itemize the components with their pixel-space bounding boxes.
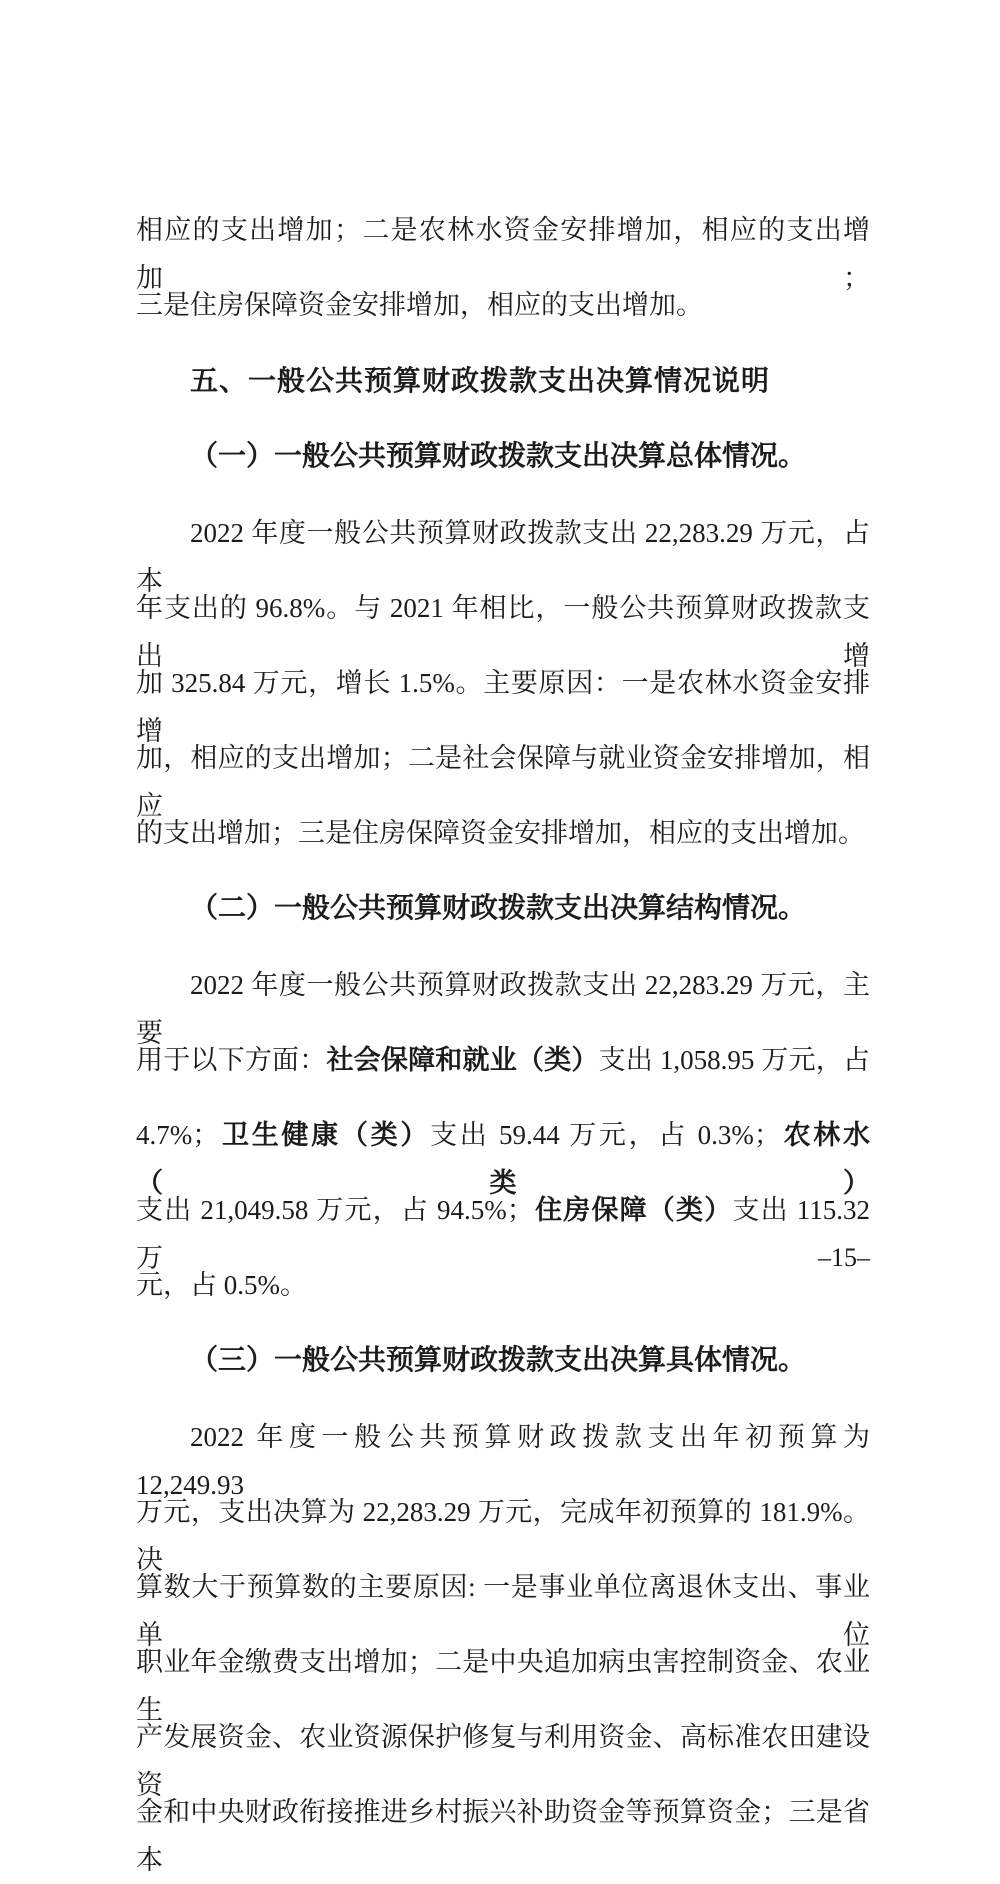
heading-text: （三）一般公共预算财政拨款支出决算具体情况。 [190, 1345, 807, 1376]
paragraph-line [136, 659, 870, 746]
subsection-heading [136, 433, 870, 481]
heading-text: 五、一般公共预算财政拨款支出决算情况说明 [190, 365, 771, 396]
text-run: 年支出的 96.8%。与 2021 年相比，一般公共预算财政拨款支出增 [136, 593, 870, 671]
paragraph-line [136, 584, 870, 671]
text-run: 算数大于预算数的主要原因: 一是事业单位离退休支出、事业单位 [136, 1572, 870, 1650]
text-run: 支出 1,058.95 万元，占 [598, 1045, 871, 1075]
paragraph-line [136, 1563, 870, 1650]
text-run: 加 325.84 万元，增长 1.5%。主要原因：一是农林水资金安排增 [136, 668, 870, 746]
text-run: 职业年金缴费支出增加；二是中央追加病虫害控制资金、农业生 [136, 1647, 870, 1725]
document-body [136, 179, 871, 1875]
text-run: 金和中央财政衔接推进乡村振兴补助资金等预算资金；三是省本 [136, 1797, 870, 1875]
text-run: 2022 年度一般公共预算财政拨款支出年初预算为 12,249.93 [136, 1422, 870, 1500]
paragraph-line [136, 1713, 870, 1800]
text-run: 元，占 0.5%。 [136, 1270, 307, 1300]
paragraph-line [136, 1488, 870, 1575]
text-run: 支出 115.32 万 [136, 1195, 871, 1273]
paragraph-line [136, 206, 870, 293]
heading-text: （一）一般公共预算财政拨款支出决算总体情况。 [190, 441, 807, 472]
paragraph-line [136, 1111, 871, 1198]
text-run: 的支出增加；三是住房保障资金安排增加，相应的支出增加。 [136, 818, 865, 848]
paragraph-line [136, 1186, 871, 1273]
heading-text: （二）一般公共预算财政拨款支出决算结构情况。 [190, 893, 807, 924]
text-run: 万元，支出决算为 22,283.29 万元，完成年初预算的 181.9%。决 [136, 1497, 870, 1575]
category-name-bold: 卫生健康（类） [219, 1120, 431, 1150]
paragraph-line [136, 1638, 870, 1725]
paragraph-line [136, 734, 870, 821]
paragraph-line [136, 1788, 870, 1875]
text-run: 加，相应的支出增加；二是社会保障与就业资金安排增加，相应 [136, 743, 870, 821]
text-run: 支出 21,049.58 万元，占 94.5%； [136, 1195, 534, 1225]
subsection-heading [136, 1337, 870, 1385]
subsection-heading [136, 885, 870, 933]
paragraph-line [136, 509, 870, 596]
paragraph-line [136, 1261, 870, 1309]
category-name-bold: 社会保障和就业（类） [326, 1045, 599, 1075]
paragraph-line [136, 961, 870, 1048]
text-run: 2022 年度一般公共预算财政拨款支出 22,283.29 万元，占本 [136, 518, 870, 596]
category-name-bold: 住房保障（类） [533, 1195, 733, 1225]
text-run: 三是住房保障资金安排增加，相应的支出增加。 [136, 290, 703, 320]
text-run: 相应的支出增加；二是农林水资金安排增加，相应的支出增加； [136, 215, 870, 293]
text-run: 产发展资金、农业资源保护修复与利用资金、高标准农田建设资 [136, 1722, 870, 1800]
category-name-bold: 农林水（类） [136, 1120, 871, 1198]
paragraph-line [136, 1413, 870, 1500]
text-run: 用于以下方面： [136, 1045, 327, 1075]
text-run: 支出 59.44 万元，占 0.3%； [430, 1120, 781, 1150]
section-heading [136, 357, 870, 405]
paragraph-line [136, 1036, 870, 1084]
text-run: 4.7%； [136, 1120, 220, 1150]
page-number: –15– [818, 1243, 870, 1272]
paragraph-line [136, 809, 870, 857]
text-run: 2022 年度一般公共预算财政拨款支出 22,283.29 万元，主要 [136, 970, 870, 1048]
